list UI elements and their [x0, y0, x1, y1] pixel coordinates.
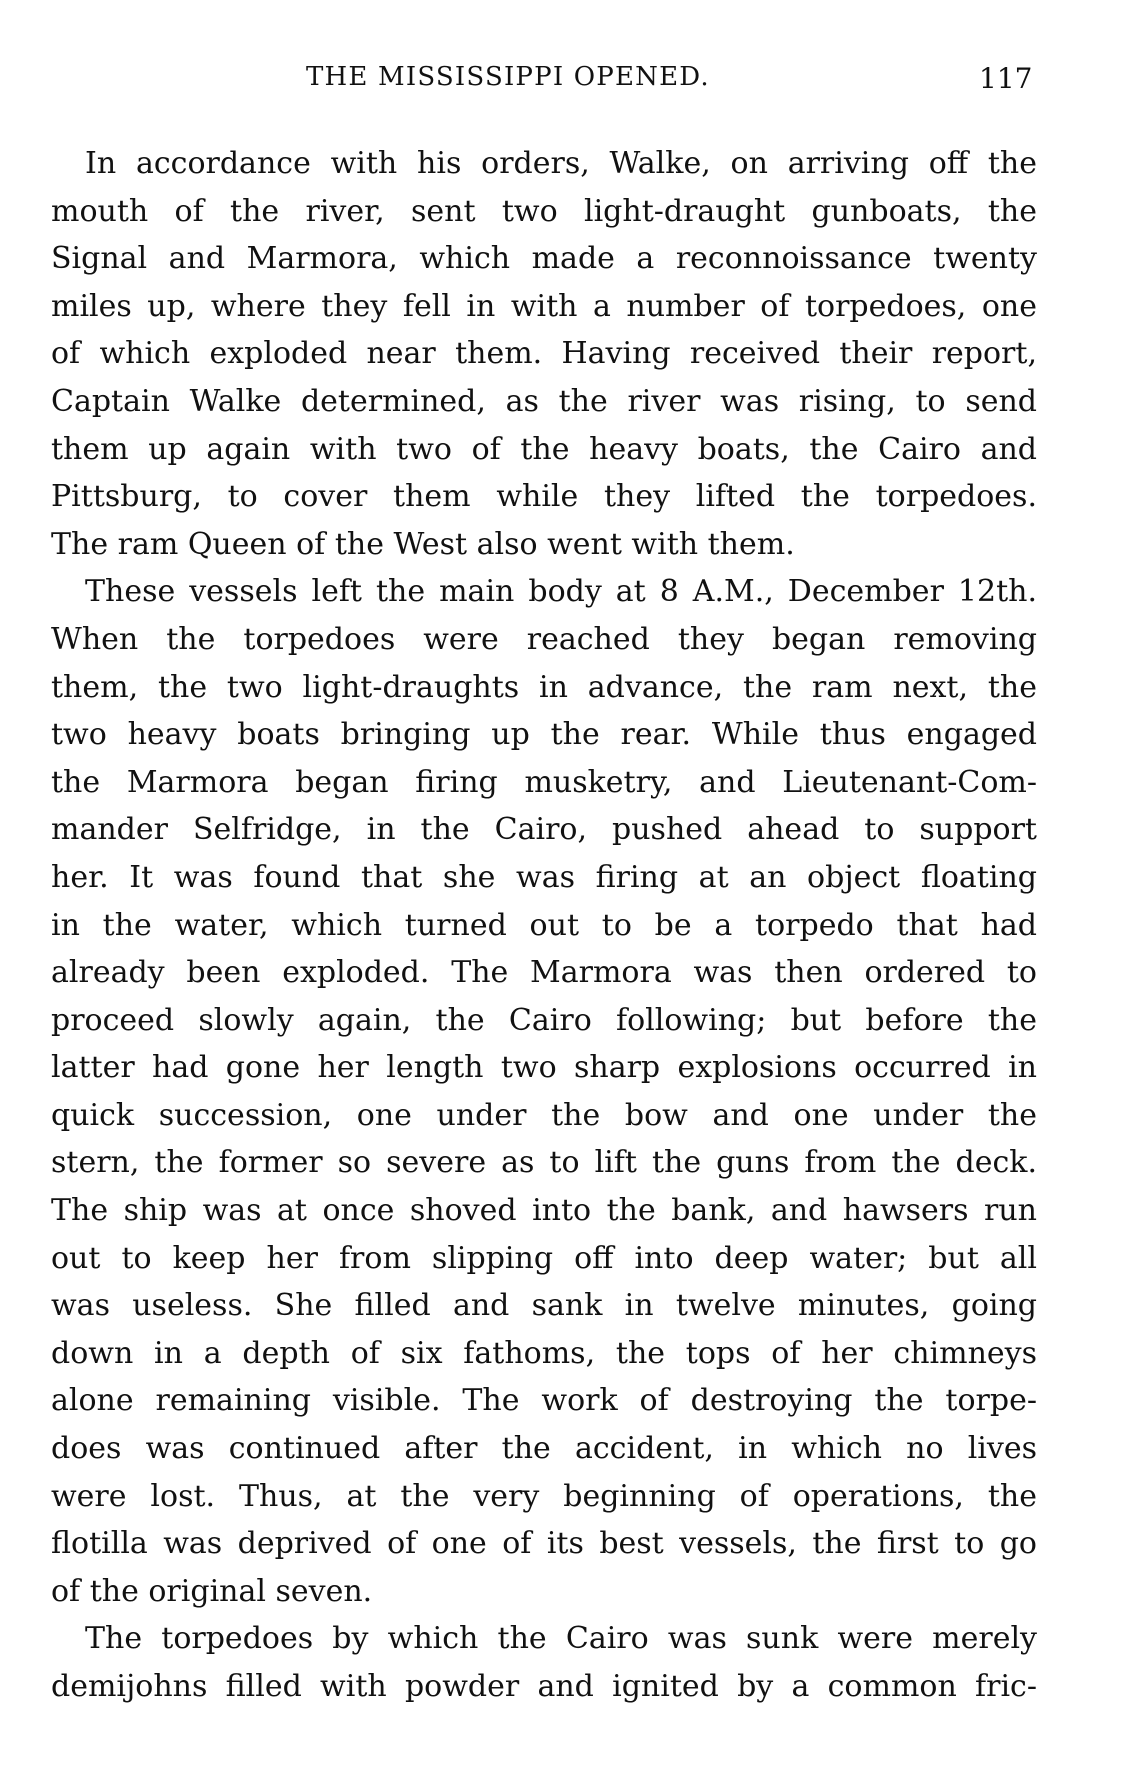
- text-line: miles up, where they fell in with a number of torpedoes, one: [51, 288, 1037, 324]
- text-line: of the original seven.: [51, 1573, 373, 1609]
- paragraph-1: [51, 140, 1037, 568]
- text-line: in the water, which turned out to be a torpedo that had: [51, 907, 1037, 943]
- text-line: does was continued after the accident, in which no lives: [51, 1431, 1037, 1467]
- text-line: them, the two light-draughts in advance, the ram next, the: [51, 669, 1037, 705]
- text-line: demijohns filled with powder and ignited by a common fric-: [51, 1669, 1037, 1704]
- text-line: In accordance with his orders, Walke, on arriving off the: [85, 146, 1037, 181]
- text-line: Signal and Marmora, which made a reconnoissance twenty: [51, 241, 1037, 277]
- text-line: stern, the former so severe as to lift the guns from the deck.: [51, 1145, 1037, 1181]
- text-line: down in a depth of six fathoms, the tops of her chimneys: [51, 1335, 1037, 1371]
- text-line: her. It was found that she was firing at an object floating: [51, 859, 1037, 895]
- text-line: Captain Walke determined, as the river was rising, to send: [51, 383, 1037, 419]
- page-number: 117: [979, 62, 1033, 95]
- text-line: Pittsburg, to cover them while they lifted the torpedoes.: [51, 479, 1037, 515]
- text-line: already been exploded. The Marmora was then ordered to: [51, 955, 1037, 991]
- body-text: [51, 140, 1037, 1711]
- text-line: The ram Queen of the West also went with them.: [51, 526, 795, 562]
- text-line: proceed slowly again, the Cairo following; but before the: [51, 1002, 1037, 1038]
- text-line: flotilla was deprived of one of its best vessels, the first to go: [51, 1526, 1037, 1562]
- text-line: of which exploded near them. Having received their report,: [51, 336, 1037, 372]
- text-line: quick succession, one under the bow and one under the: [51, 1097, 1037, 1133]
- text-line: The ship was at once shoved into the bank, and hawsers run: [51, 1193, 1037, 1229]
- running-title: THE MISSISSIPPI OPENED.: [306, 62, 710, 92]
- text-line: were lost. Thus, at the very beginning of operations, the: [51, 1478, 1037, 1514]
- paragraph-3: [51, 1615, 1037, 1710]
- text-line: two heavy boats bringing up the rear. While thus engaged: [51, 717, 1037, 753]
- text-line: out to keep her from slipping off into deep water; but all: [51, 1240, 1037, 1276]
- text-line: latter had gone her length two sharp explosions occurred in: [51, 1050, 1037, 1086]
- text-line: the Marmora began firing musketry, and Lieutenant-Com-: [51, 764, 1037, 800]
- text-line: These vessels left the main body at 8 A.M., December 12th.: [85, 574, 1037, 610]
- text-line: them up again with two of the heavy boats, the Cairo and: [51, 431, 1037, 467]
- text-line: alone remaining visible. The work of destroying the torpe-: [51, 1383, 1037, 1419]
- text-line: When the torpedoes were reached they began removing: [51, 621, 1037, 657]
- paragraph-2: [51, 568, 1037, 1615]
- text-line: was useless. She filled and sank in twelve minutes, going: [51, 1288, 1037, 1324]
- running-head: [0, 62, 1122, 102]
- text-line: mander Selfridge, in the Cairo, pushed ahead to support: [51, 812, 1037, 848]
- text-line: The torpedoes by which the Cairo was sunk were merely: [85, 1621, 1037, 1657]
- text-line: mouth of the river, sent two light-draught gunboats, the: [51, 193, 1037, 229]
